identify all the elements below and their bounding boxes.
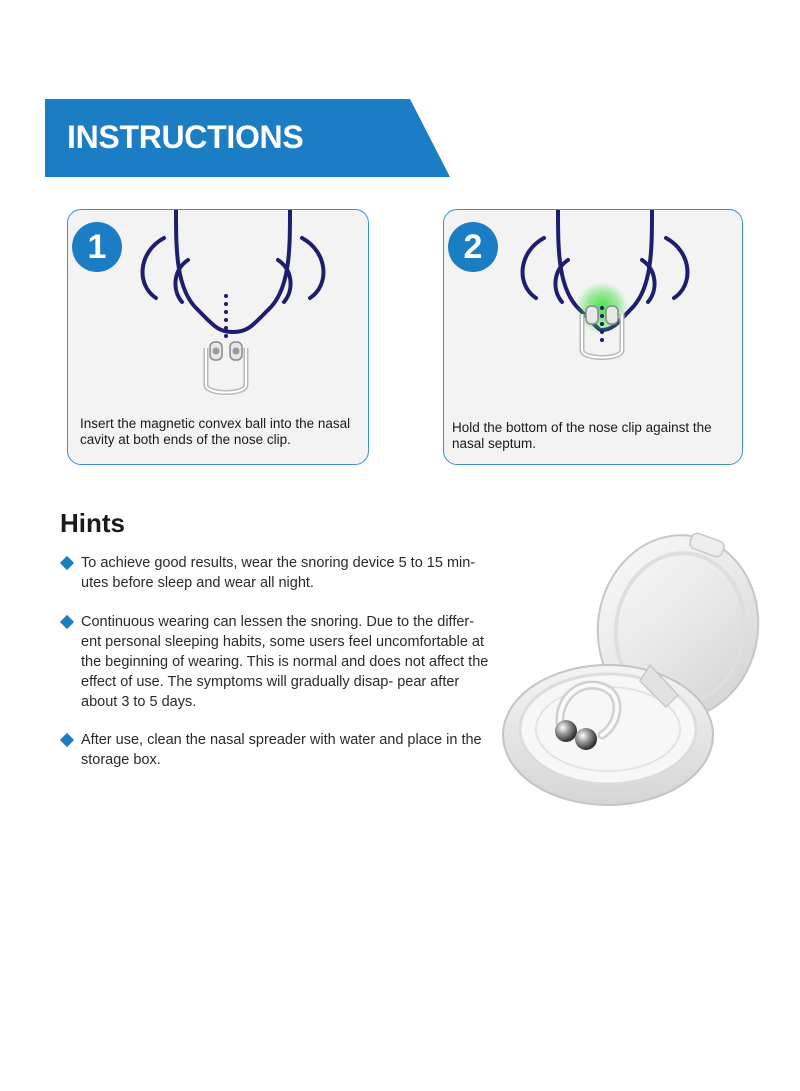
step-1-text: Insert the magnetic convex ball into the nasal cavity at both ends of the nose clip. [80,416,351,447]
diamond-bullet-icon [60,556,74,570]
banner-title: INSTRUCTIONS [67,119,304,155]
hint-item [60,612,500,712]
diamond-bullet-icon [60,733,74,747]
hints-heading: Hints [60,508,125,538]
step-number-badge: 1 [72,222,122,272]
step-card-2 [443,209,743,465]
hint-text: Continuous wearing can lessen the snoring. Due to the differ- ent personal sleeping habits, some users feel uncomfortable at the beginning of wearing. This is normal and does not affect the effect of use. The symptoms will gradually disap- pear after about 3 to 5 days. [81,614,489,710]
hint-text: After use, clean the nasal spreader with water and place in the storage box. [81,732,482,768]
storage-case-illustration [500,525,765,815]
diamond-bullet-icon [60,615,74,629]
hint-text: To achieve good results, wear the snoring device 5 to 15 min- utes before sleep and wear all night. [81,555,476,591]
step-2-text: Hold the bottom of the nose clip against the nasal septum. [452,420,712,451]
step-number-badge: 2 [448,222,498,272]
instructions-banner [45,99,450,177]
magnet-ball [555,720,577,742]
nose-clip-icon [206,342,246,393]
magnet-ball [575,728,597,750]
hint-item [60,553,500,593]
hint-item [60,730,500,770]
step-card-1 [67,209,369,465]
